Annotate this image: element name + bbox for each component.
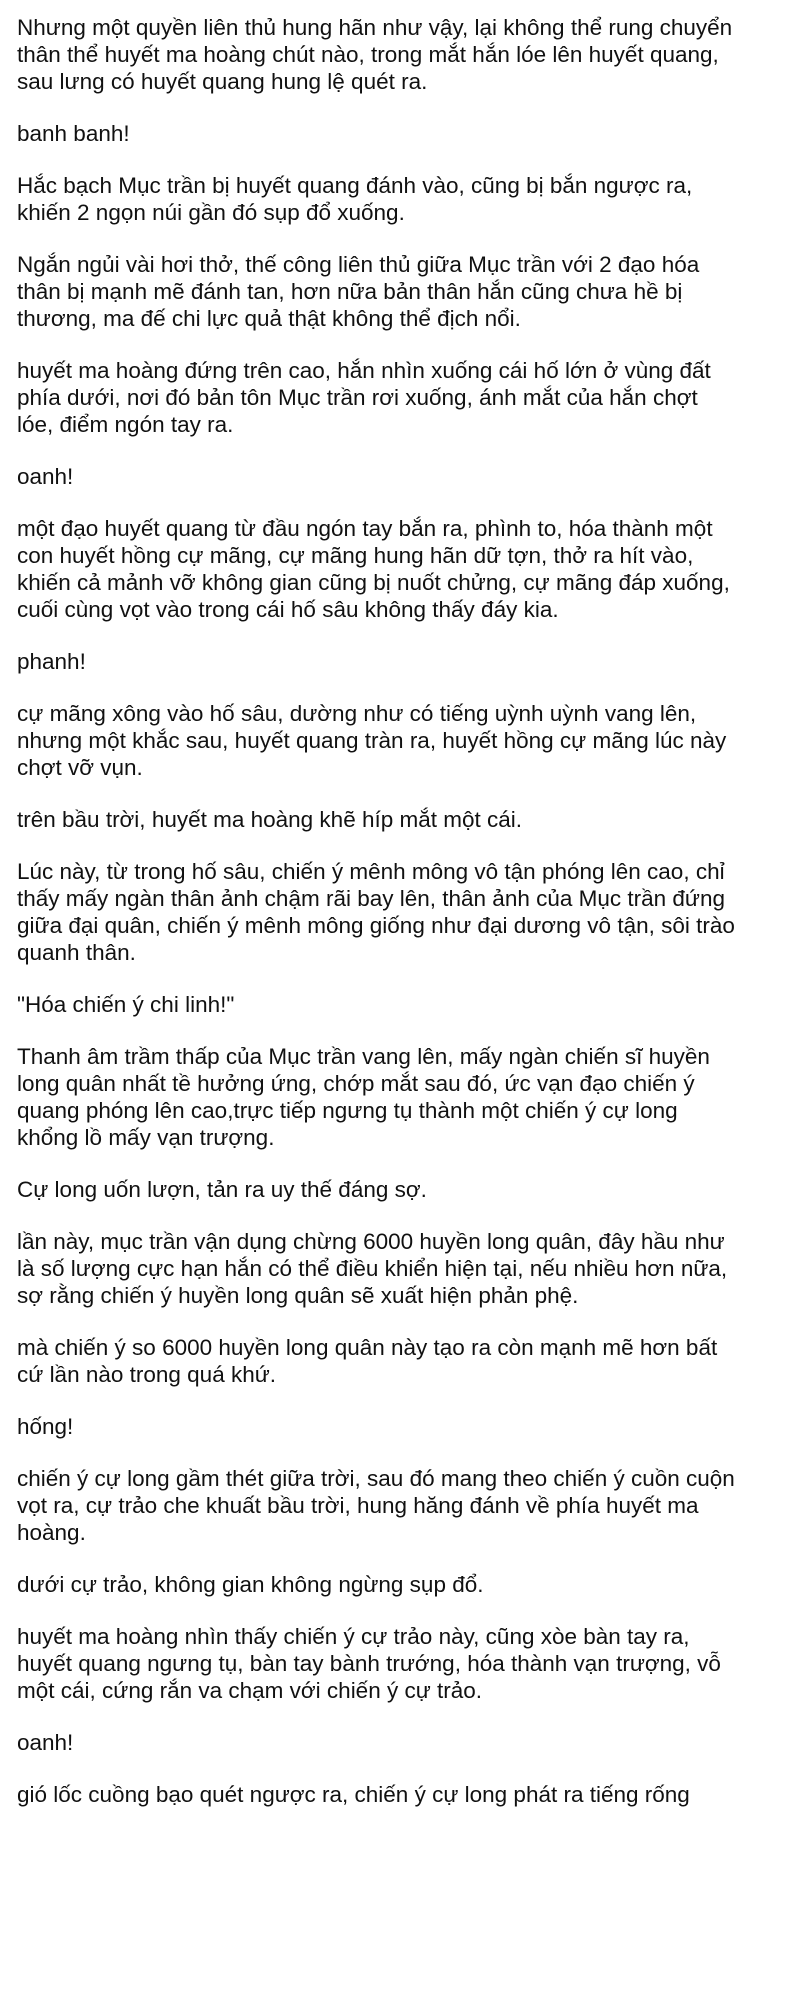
paragraph: gió lốc cuồng bạo quét ngược ra, chiến ý cự long phát ra tiếng rống	[17, 1782, 690, 1807]
paragraph: lần này, mục trần vận dụng chừng 6000 huyền long quân, đây hầu như là số lượng cực hạn hắn có thể điều khiển hiện tại, nếu nhiều hơn nữa, sợ rằng chiến ý huyền long quân sẽ xuất hiện phản phệ.	[17, 1229, 728, 1308]
paragraph: huyết ma hoàng đứng trên cao, hắn nhìn xuống cái hố lớn ở vùng đất phía dưới, nơi đó bản tôn Mục trần rơi xuống, ánh mắt của hắn chợt lóe, điểm ngón tay ra.	[17, 358, 711, 437]
paragraph: cự mãng xông vào hố sâu, dường như có tiếng uỳnh uỳnh vang lên, nhưng một khắc sau, huyết quang tràn ra, huyết hồng cự mãng lúc này chợt vỡ vụn.	[17, 701, 727, 780]
paragraph: Cự long uốn lượn, tản ra uy thế đáng sợ.	[17, 1177, 427, 1202]
paragraph: huyết ma hoàng nhìn thấy chiến ý cự trảo này, cũng xòe bàn tay ra, huyết quang ngưng tụ, bàn tay bành trướng, hóa thành vạn trượng, vỗ một cái, cứng rắn va chạm với chiến ý cự trảo.	[17, 1624, 721, 1703]
paragraph: Ngắn ngủi vài hơi thở, thế công liên thủ giữa Mục trần với 2 đạo hóa thân bị mạnh mẽ đánh tan, hơn nữa bản thân hắn cũng chưa hề bị thương, ma đế chi lực quả thật không thể địch nổi.	[17, 252, 700, 331]
paragraph: Thanh âm trầm thấp của Mục trần vang lên, mấy ngàn chiến sĩ huyền long quân nhất tề hưởng ứng, chớp mắt sau đó, ức vạn đạo chiến ý quang phóng lên cao,trực tiếp ngưng tụ thành một chiến ý cự long khổng lồ mấy vạn trượng.	[17, 1044, 710, 1150]
paragraph: mà chiến ý so 6000 huyền long quân này tạo ra còn mạnh mẽ hơn bất cứ lần nào trong quá khứ.	[17, 1335, 718, 1387]
paragraph: dưới cự trảo, không gian không ngừng sụp đổ.	[17, 1572, 484, 1597]
paragraph: banh banh!	[17, 121, 130, 146]
paragraph: phanh!	[17, 649, 86, 674]
paragraph: oanh!	[17, 1730, 74, 1755]
paragraph: chiến ý cự long gầm thét giữa trời, sau đó mang theo chiến ý cuồn cuộn vọt ra, cự trảo che khuất bầu trời, hung hăng đánh về phía huyết ma hoàng.	[17, 1466, 735, 1545]
paragraph: Lúc này, từ trong hố sâu, chiến ý mênh mông vô tận phóng lên cao, chỉ thấy mấy ngàn thân ảnh chậm rãi bay lên, thân ảnh của Mục trần đứng giữa đại quân, chiến ý mênh mông giống như đại dương vô tận, sôi trào quanh thân.	[17, 859, 735, 965]
paragraph: Hắc bạch Mục trần bị huyết quang đánh vào, cũng bị bắn ngược ra, khiến 2 ngọn núi gần đó sụp đổ xuống.	[17, 173, 693, 225]
paragraph: trên bầu trời, huyết ma hoàng khẽ híp mắt một cái.	[17, 807, 523, 832]
paragraph: hống!	[17, 1414, 74, 1439]
paragraph: oanh!	[17, 464, 74, 489]
paragraph: "Hóa chiến ý chi linh!"	[17, 992, 235, 1017]
paragraph: một đạo huyết quang từ đầu ngón tay bắn ra, phình to, hóa thành một con huyết hồng cự mãng, cự mãng hung hãn dữ tợn, thở ra hít vào, khiến cả mảnh vỡ không gian cũng bị nuốt chửng, cự mãng đáp xuống, cuối cùng vọt vào trong cái hố sâu không thấy đáy kia.	[17, 516, 730, 622]
paragraph: Nhưng một quyền liên thủ hung hãn như vậy, lại không thể rung chuyển thân thể huyết ma hoàng chút nào, trong mắt hắn lóe lên huyết quang, sau lưng có huyết quang hung lệ quét ra.	[17, 15, 733, 94]
document-body	[17, 14, 787, 1833]
